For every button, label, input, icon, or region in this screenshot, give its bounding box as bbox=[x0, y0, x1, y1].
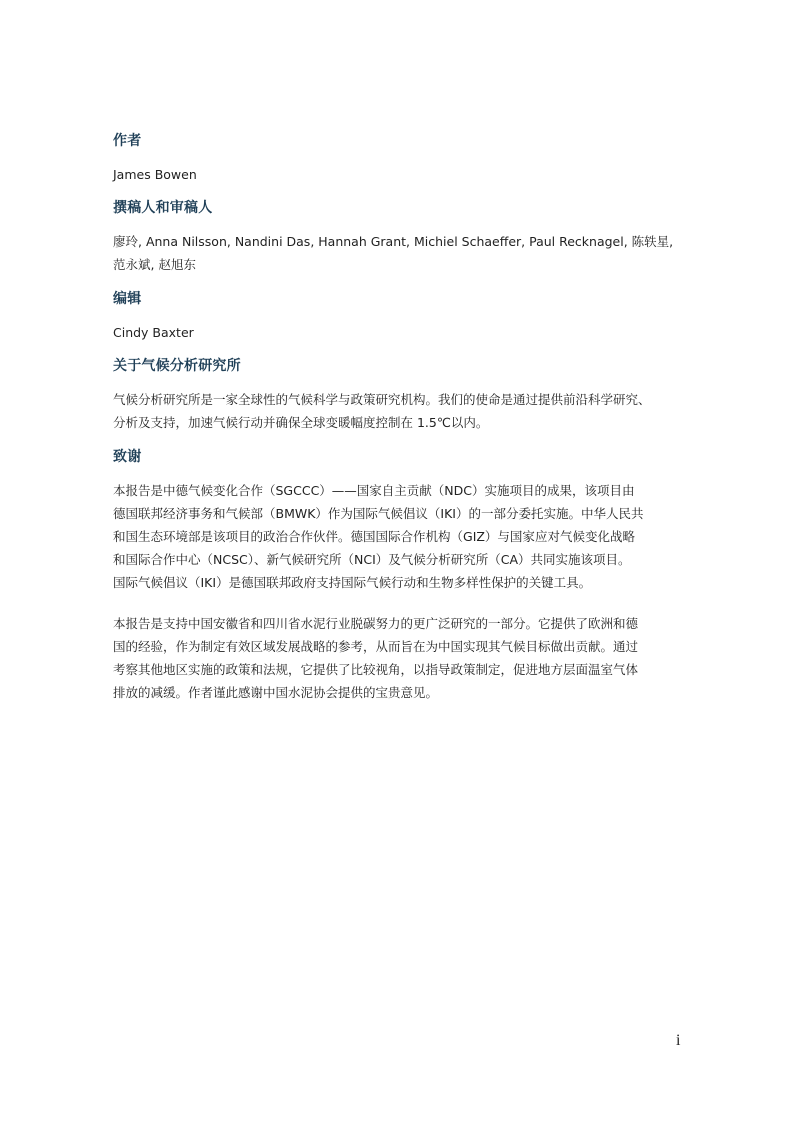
acknowledgements-heading: 致谢 bbox=[113, 449, 142, 465]
document-page bbox=[113, 130, 683, 716]
page-number: i bbox=[676, 1032, 681, 1049]
about-heading: 关于气候分析研究所 bbox=[113, 358, 241, 374]
contributors-text: 廖玲, Anna Nilsson, Nandini Das, Hannah Grant, Michiel Schaeffer, Paul Recknagel, 陈轶星, 范永斌, 赵旭东 bbox=[113, 234, 674, 272]
acknowledgements-paragraph-2: 本报告是支持中国安徽省和四川省水泥行业脱碳努力的更广泛研究的一部分。它提供了欧洲和德 国的经验，作为制定有效区域发展战略的参考，从而旨在为中国实现其气候目标做出贡献。通过 考察其他地区实施的政策和法规，它提供了比较视角，以指导政策制定，促进地方层面温室气体 排放的减缓。作者谨此感谢中国水泥协会提供的宝贵意见。 bbox=[113, 616, 639, 700]
section-acknowledgements bbox=[113, 446, 683, 704]
authors-heading: 作者 bbox=[113, 133, 142, 149]
section-contributors bbox=[113, 197, 683, 276]
section-about bbox=[113, 355, 683, 434]
section-authors bbox=[113, 130, 683, 186]
editor-text: Cindy Baxter bbox=[113, 325, 194, 340]
section-editor bbox=[113, 288, 683, 344]
authors-text: James Bowen bbox=[113, 167, 197, 182]
editor-heading: 编辑 bbox=[113, 291, 142, 307]
acknowledgements-paragraph-1: 本报告是中德气候变化合作（SGCCC）——国家自主贡献（NDC）实施项目的成果，该项目由 德国联邦经济事务和气候部（BMWK）作为国际气候倡议（IKI）的一部分委托实施。中华人民共 和国生态环境部是该项目的政治合作伙伴。德国国际合作机构（GIZ）与国家应对气候变化战略 和国际合作中心（NCSC）、新气候研究所（NCI）及气候分析研究所（CA）共同实施该项目。 国际气候倡议（IKI）是德国联邦政府支持国际气候行动和生物多样性保护的关键工具。 bbox=[113, 483, 644, 590]
contributors-heading: 撰稿人和审稿人 bbox=[113, 200, 213, 216]
about-text: 气候分析研究所是一家全球性的气候科学与政策研究机构。我们的使命是通过提供前沿科学研究、 分析及支持，加速气候行动并确保全球变暖幅度控制在 1.5℃以内。 bbox=[113, 392, 651, 430]
